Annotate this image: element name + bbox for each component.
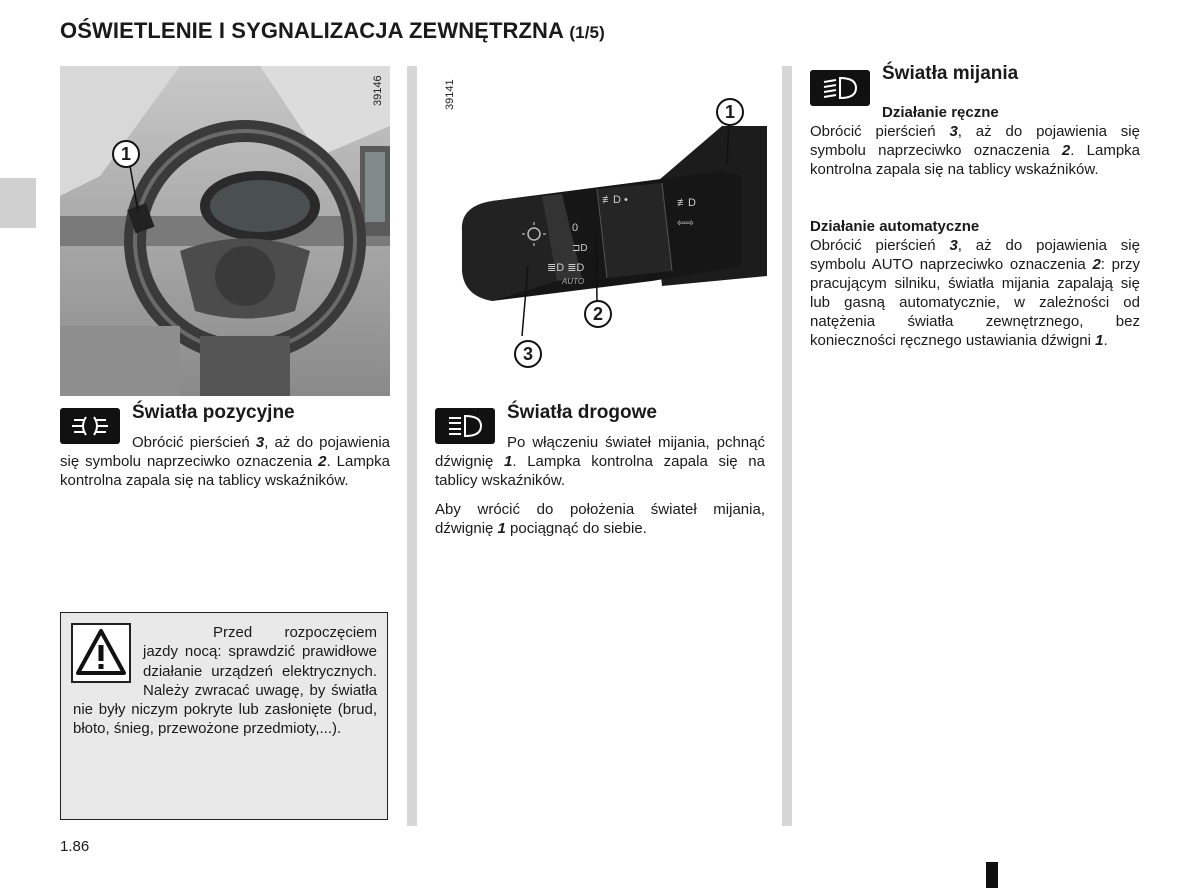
steering-wheel-illustration (60, 66, 390, 396)
diagram-code: 39141 (444, 79, 456, 110)
page-title-text: OŚWIETLENIE I SYGNALIZACJA ZEWNĘTRZNA (60, 18, 564, 43)
svg-text:⇦⇨: ⇦⇨ (677, 218, 694, 229)
text-segment: pociągnąć do siebie. (505, 520, 647, 537)
callout-1-diagram: 1 (716, 98, 744, 126)
text-segment: . Lampka kontrolna zapala się na tablicy wskaźników. (435, 453, 765, 489)
text-segment: , aż do pojawienia się symbolu AUTO naprzeciwko oznaczenia (810, 237, 1140, 273)
page-edge-marker (986, 862, 998, 888)
column-separator-left (407, 66, 417, 826)
text-segment: Obrócić pierścień (132, 434, 256, 451)
text-segment: Po włączeniu świateł mijania, pchnąć dźwignię (435, 434, 765, 470)
ref-lever-1: 1 (497, 520, 506, 537)
steering-wheel-photo (60, 66, 390, 396)
subheading-automatic: Działanie automatyczne (810, 218, 980, 235)
warning-box (60, 612, 388, 820)
text-segment: : przy pracującym silniku, światła mijania zapalają się lub gasną automatycznie, w zależności od natężenia światła zewnętrznego, bez konieczności ręcznego ustawiania dźwigni (810, 256, 1140, 349)
section-body-high-beam-2 (435, 500, 765, 538)
section-body-manual (810, 122, 1140, 179)
section-title-dipped-beam: Światła mijania (882, 63, 1019, 84)
page-title-part: (1/5) (569, 23, 605, 42)
column-separator-right (782, 66, 792, 826)
ref-mark-2: 2 (318, 453, 327, 470)
ref-ring-3: 3 (255, 434, 265, 451)
photo-code: 39146 (372, 75, 384, 106)
callout-3-diagram: 3 (514, 340, 542, 368)
section-title-high-beam: Światła drogowe (507, 402, 657, 423)
ref-ring-3: 3 (949, 237, 958, 254)
page-title (60, 18, 605, 44)
chapter-tab (0, 178, 36, 228)
lever-auto-label: AUTO (562, 277, 585, 286)
callout-2-diagram: 2 (584, 300, 612, 328)
text-segment: , aż do pojawienia się symbolu naprzeciwko oznaczenia (810, 123, 1140, 159)
text-segment: Aby wrócić do położenia świateł mijania, dźwignię (435, 501, 765, 537)
section-body-high-beam-1 (435, 433, 765, 490)
warning-text: Przed rozpoczęciem jazdy nocą: sprawdzić prawidłowe działanie urządzeń elektrycznych. Należy zwracać uwagę, by światła nie były niczym pokryte lub zasłonięte (brud, błoto, śnieg, przewożone przedmioty,...). (73, 624, 377, 738)
ref-mark-2: 2 (1092, 256, 1101, 273)
ref-mark-2: 2 (1061, 142, 1071, 159)
subheading-manual: Działanie ręczne (882, 104, 999, 121)
svg-text:≣D ≣D: ≣D ≣D (547, 262, 585, 274)
callout-1-photo: 1 (112, 140, 140, 168)
dipped-beam-icon (810, 70, 870, 106)
lever-zero-label: 0 (572, 222, 579, 234)
ref-lever-1: 1 (504, 453, 513, 470)
text-segment: , aż do pojawienia się symbolu naprzeciwko oznaczenia (60, 434, 390, 470)
lever-diagram (422, 66, 772, 396)
svg-text:≢D: ≢D (677, 197, 696, 209)
section-body-automatic (810, 236, 1140, 350)
page-number: 1.86 (60, 838, 90, 855)
text-segment: Obrócić pierścień (810, 123, 950, 140)
text-segment: Obrócić pierścień (810, 237, 950, 254)
section-title-position-lights: Światła pozycyjne (132, 402, 295, 423)
ref-lever-1: 1 (1095, 332, 1104, 349)
text-segment: . Lampka kontrolna zapala się na tablicy wskaźników. (810, 142, 1140, 178)
section-body-position-lights (60, 433, 390, 490)
text-segment: . Lampka kontrolna zapala się na tablicy wskaźników. (60, 453, 390, 489)
svg-text:⊐D: ⊐D (572, 243, 588, 254)
warning-icon-float (73, 623, 143, 683)
ref-ring-3: 3 (949, 123, 958, 140)
text-segment: . (1103, 332, 1108, 349)
svg-text:≢D •: ≢D • (602, 194, 628, 206)
